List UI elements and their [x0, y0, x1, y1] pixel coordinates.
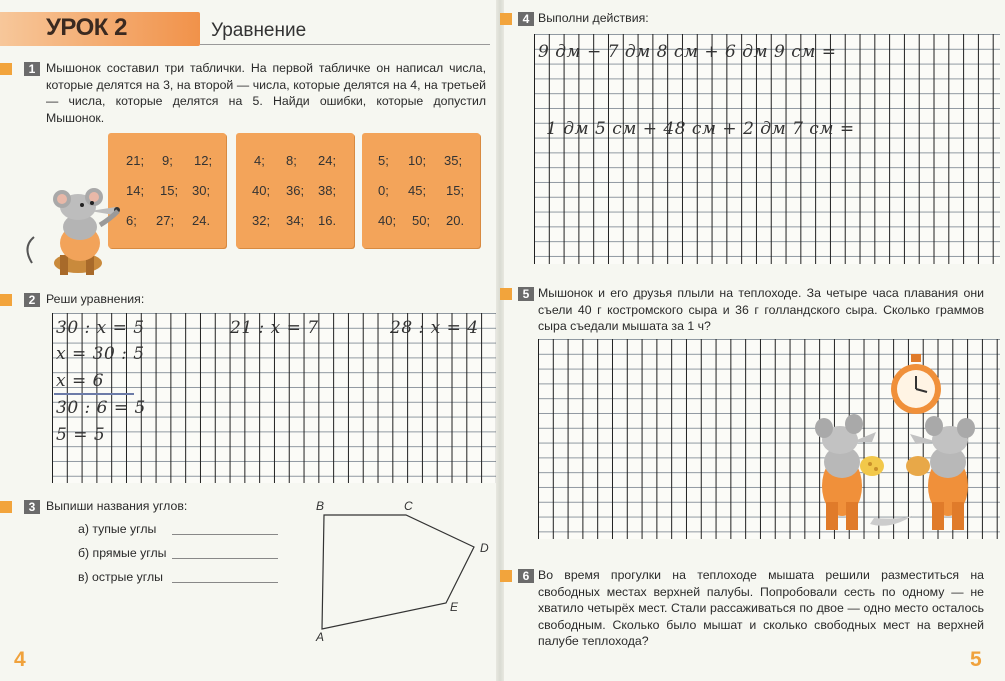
angle-item: в) острые углы	[78, 570, 163, 584]
expression-line: 1 дм 5 см + 48 см + 2 дм 7 см =	[546, 119, 855, 139]
task3-text: Выпиши названия углов:	[46, 499, 188, 513]
table-cell: 8;	[286, 153, 297, 168]
table-cell: 35;	[444, 153, 463, 168]
task-marker	[0, 501, 12, 513]
lesson-label: УРОК 2	[46, 14, 127, 41]
table-cell: 50;	[412, 213, 431, 228]
equation-line: 5 = 5	[56, 425, 106, 445]
lesson-title: Уравнение	[211, 20, 307, 41]
task6-text: Во время прогулки на теплоходе мышата решили разместиться на свободных местах верхней палубы. Попробовали сесть по одному — не хватило четырёх мест. Стали рассаживаться по двое — одно место осталось свободным. Сколько было мышат и сколько свободных мест на верхней палубе теплохода?	[538, 568, 984, 648]
task-marker	[0, 63, 12, 75]
task-marker	[500, 13, 512, 25]
table-cell: 0;	[378, 183, 389, 198]
table-cell: 16.	[318, 213, 337, 228]
task2-text: Реши уравнения:	[46, 292, 145, 306]
table-cell: 21;	[126, 153, 145, 168]
task5-text: Мышонок и его друзья плыли на теплоходе. За четыре часа плавания они съели 40 г костромского сыра и 36 г голландского сыра. Сколько граммов сыра съедали мышата за 1 ч?	[538, 286, 984, 333]
equation-line: 30 : 6 = 5	[56, 398, 146, 418]
table-cell: 24.	[192, 213, 211, 228]
task-number: 1	[24, 62, 40, 76]
task-number: 4	[518, 12, 534, 26]
equation-line: x = 6	[56, 371, 104, 391]
right-page	[500, 0, 1005, 681]
point-label: E	[450, 600, 459, 614]
polygon-figure	[310, 495, 500, 655]
answer-grid	[534, 34, 1000, 264]
table-cell: 38;	[318, 183, 337, 198]
equation-line: 30 : x = 5	[56, 318, 145, 338]
equation-line: x = 30 : 5	[56, 344, 145, 364]
table-cell: 15;	[160, 183, 179, 198]
equation-3: 28 : x = 4	[390, 318, 479, 338]
table-cell: 10;	[408, 153, 427, 168]
table-cell: 6;	[126, 213, 137, 228]
task-number: 2	[24, 293, 40, 307]
answer-line[interactable]	[172, 534, 278, 535]
number-table-1	[108, 133, 226, 248]
table-cell: 34;	[286, 213, 305, 228]
table-cell: 27;	[156, 213, 175, 228]
table-cell: 30;	[192, 183, 211, 198]
equation-2: 21 : x = 7	[230, 318, 319, 338]
task-marker	[500, 288, 512, 300]
point-label: B	[316, 499, 325, 513]
task-number: 5	[518, 287, 534, 301]
table-cell: 40;	[378, 213, 397, 228]
table-cell: 12;	[194, 153, 213, 168]
number-table-3	[362, 133, 480, 248]
task-number: 3	[24, 500, 40, 514]
table-cell: 45;	[408, 183, 427, 198]
expression-line: 9 дм − 7 дм 8 см + 6 дм 9 см =	[538, 42, 837, 62]
table-cell: 4;	[254, 153, 265, 168]
angle-item: а) тупые углы	[78, 522, 157, 536]
table-cell: 15;	[446, 183, 465, 198]
task4-text: Выполни действия:	[538, 11, 649, 25]
clock-illustration	[885, 354, 947, 416]
task-number: 6	[518, 569, 534, 583]
page-number-right: 5	[970, 648, 982, 671]
answer-line[interactable]	[172, 558, 278, 559]
answer-line[interactable]	[172, 582, 278, 583]
point-label: D	[480, 541, 489, 555]
task-marker	[500, 570, 512, 582]
page-number-left: 4	[14, 648, 26, 671]
solution-divider	[54, 393, 134, 395]
table-cell: 9;	[162, 153, 173, 168]
angle-item: б) прямые углы	[78, 546, 167, 560]
table-cell: 24;	[318, 153, 337, 168]
table-cell: 5;	[378, 153, 389, 168]
left-page	[0, 0, 500, 681]
number-table-2	[236, 133, 354, 248]
point-label: A	[316, 630, 325, 644]
mice-illustration	[800, 412, 1000, 537]
table-cell: 36;	[286, 183, 305, 198]
table-cell: 14;	[126, 183, 145, 198]
table-cell: 32;	[252, 213, 271, 228]
mouse-illustration	[20, 185, 125, 280]
task-marker	[0, 294, 12, 306]
table-cell: 20.	[446, 213, 465, 228]
point-label: C	[404, 499, 413, 513]
task1-text: Мышонок составил три таблички. На первой табличке он написал числа, которые делятся на 3, на второй — числа, которые делятся на 4, на третьей — числа, которые делятся на 5. Найди ошибки, которые допустил Мышонок.	[46, 61, 486, 125]
table-cell: 40;	[252, 183, 271, 198]
header-rule	[200, 44, 490, 45]
